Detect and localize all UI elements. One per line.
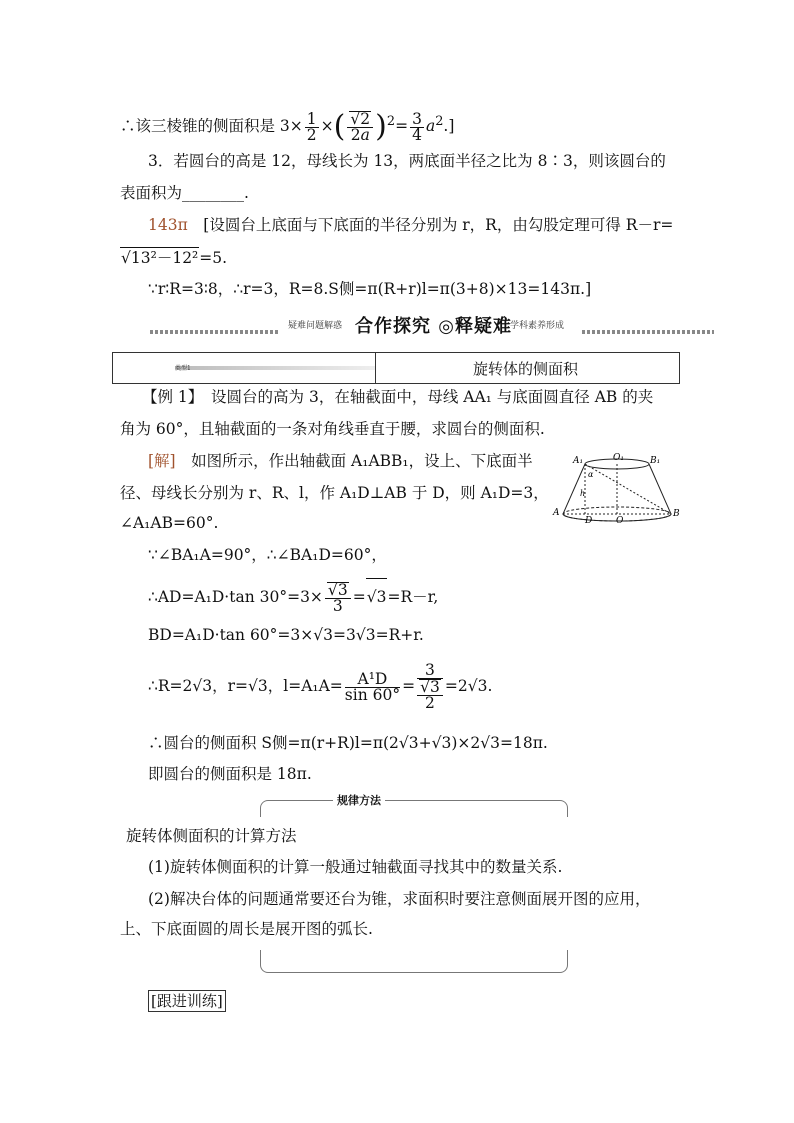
section-header: 疑难问题解惑 合作探究 ◎释疑难 学科素养形成	[150, 312, 714, 338]
fraction: √ $\frac{2}{2a}$	[347, 111, 373, 143]
fraction: 3 √ $\frac{3}{2}$	[417, 663, 443, 711]
method-point-2b: 上、下底面圆的周长是展开图的弧长.	[120, 920, 373, 938]
fraction: $\frac{\text{A¹D}}{\sin 60^\circ}$	[344, 669, 401, 704]
label-h: h	[580, 489, 586, 498]
example-line2: 角为 60°，且轴截面的一条对角线垂直于腰，求圆台的侧面积.	[120, 420, 545, 438]
answer-value: 143π	[148, 216, 188, 234]
method-point-1: (1)旋转体侧面积的计算一般通过轴截面寻找其中的数量关系.	[148, 858, 563, 876]
fraction: √ $\frac{3}{3}$	[325, 582, 351, 614]
answer-3-line3: ∵r∶R=3∶8，∴r=3，R=8.S侧=π(R+r)l=π(3+8)×13=143π.]	[148, 280, 592, 298]
line-lateral-area: ∴该三棱锥的侧面积是 3× $\frac{1}{2}$ ×( √ $\frac{2}{2a}$ )$^2$= $\frac{3}{4}$ $a^2$.]	[120, 102, 454, 142]
question-3-line2: 表面积为________.	[120, 184, 249, 202]
label-B: B	[673, 509, 680, 519]
method-point-2a: (2)解决台体的问题通常要还台为锥，求面积时要注意侧面展开图的应用，	[148, 890, 651, 908]
label-B1: B₁	[650, 456, 661, 466]
fraction: $\frac{1}{2}$	[306, 109, 317, 144]
solution-line2: 径、母线长分别为 r、R、l，作 A₁D⊥AB 于 D，则 A₁D=3，	[120, 484, 549, 502]
label-O: O	[616, 516, 624, 526]
solution-line1: [解] 如图所示，作出轴截面 A₁ABB₁，设上、下底面半	[148, 452, 533, 470]
label-A1: A₁	[573, 456, 584, 466]
method-label: 规律方法	[333, 792, 385, 808]
solution-line9: 即圆台的侧面积是 18π.	[148, 765, 312, 783]
frustum-figure	[552, 452, 682, 528]
type-tag: 类型1	[175, 366, 375, 370]
type-title: 旋转体的侧面积	[473, 360, 579, 378]
question-3-line1: 3．若圆台的高是 12，母线长为 13，两底面半径之比为 8∶3，则该圆台的	[148, 152, 666, 170]
solution-line8: ∴圆台的侧面积 S侧=π(r+R)l=π(2√3+√3)×2√3=18π.	[148, 734, 548, 752]
method-box-bottom	[260, 950, 568, 973]
answer-3-line1: 143π [设圆台上底面与下底面的半径分别为 r，R，由勾股定理可得 R－r=	[148, 216, 674, 234]
answer-3-line2: √ 13²－12²=5.	[120, 247, 227, 268]
label-O1: O₁	[613, 453, 624, 463]
solution-line5: ∴AD=A₁D·tan 30°=3× √ $\frac{3}{3}$ =√ 3=R－r,	[148, 578, 438, 614]
method-title: 旋转体侧面积的计算方法	[126, 827, 297, 845]
label-alpha: α	[588, 470, 594, 479]
solution-line7: ∴R=2√3，r=√3，l=A₁A= $\frac{\text{A¹D}}{\sin 60^\circ}$ = 3 √ $\frac{3}{2}$ =2√3.	[148, 655, 492, 717]
solution-line4: ∵∠BA₁A=90°，∴∠BA₁D=60°，	[148, 546, 387, 564]
solution-line3: ∠A₁AB=60°.	[120, 514, 219, 532]
example-line1: 【例 1】 设圆台的高为 3，在轴截面中，母线 AA₁ 与底面圆直径 AB 的夹	[142, 388, 654, 406]
follow-up-label: [跟进训练]	[148, 990, 226, 1012]
type-box	[112, 352, 680, 384]
solution-line6: BD=A₁D·tan 60°=3×√3=3√3=R+r.	[148, 626, 424, 644]
method-box-top	[260, 794, 568, 817]
fraction: $\frac{3}{4}$	[412, 109, 422, 144]
label-A: A	[553, 508, 560, 518]
label-D: D	[585, 516, 593, 526]
